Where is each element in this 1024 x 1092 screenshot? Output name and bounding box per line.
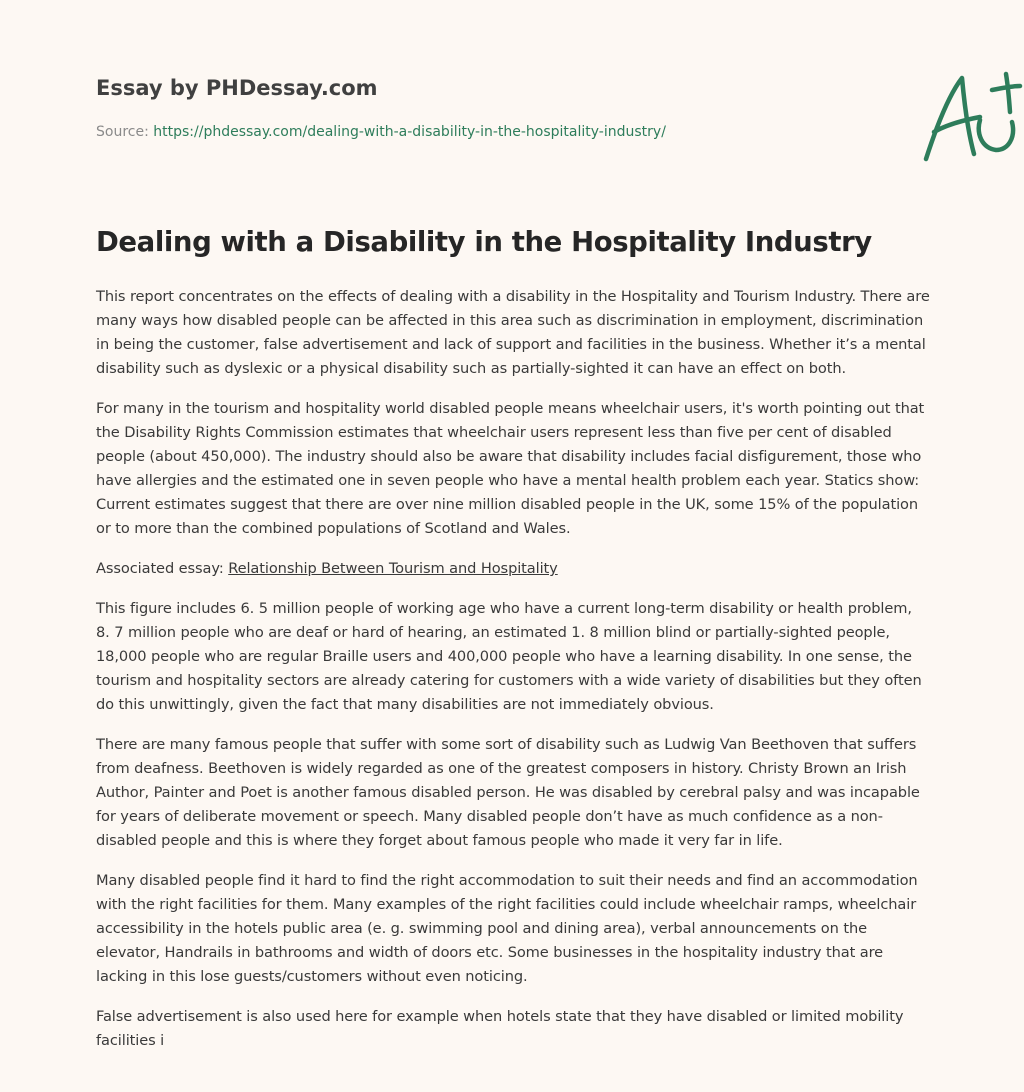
associated-essay — [96, 557, 930, 581]
source-line — [96, 124, 666, 140]
article-title: Dealing with a Disability in the Hospitality Industry — [96, 226, 872, 258]
associated-essay-link[interactable]: Relationship Between Tourism and Hospitality — [228, 560, 558, 577]
source-link[interactable]: https://phdessay.com/dealing-with-a-disability-in-the-hospitality-industry/ — [153, 124, 666, 140]
source-label: Source: — [96, 124, 149, 140]
associated-essay-label: Associated essay: — [96, 560, 224, 577]
paragraph-6: False advertisement is also used here for example when hotels state that they have disabled or limited mobility facilities i — [96, 1008, 904, 1049]
a-plus-logo — [916, 66, 1024, 166]
article-body — [96, 285, 930, 1069]
paragraph-5: Many disabled people find it hard to find the right accommodation to suit their needs and find an accommodation with the right facilities for them. Many examples of the right facilities could include wheelchair ramps, wheelchair accessibility in the hotels public area (e. g. swimming pool and dining area), verbal announcements on the elevator, Handrails in bathrooms and width of doors etc. Some businesses in the hospitality industry that are lacking in this lose guests/customers without even noticing. — [96, 872, 918, 985]
site-brand: Essay by PHDessay.com — [96, 76, 378, 100]
paragraph-2: For many in the tourism and hospitality world disabled people means wheelchair users, it's worth pointing out that the Disability Rights Commission estimates that wheelchair users represent less than five per cent of disabled people (about 450,000). The industry should also be aware that disability includes facial disfigurement, those who have allergies and the estimated one in seven people who have a mental health problem each year. Statics show: Current estimates suggest that there are over nine million disabled people in the UK, some 15% of the population or to more than the combined populations of Scotland and Wales. — [96, 400, 925, 537]
paragraph-3: This figure includes 6. 5 million people of working age who have a current long-term disability or health problem, 8. 7 million people who are deaf or hard of hearing, an estimated 1. 8 million blind or partially-sighted people, 18,000 people who are regular Braille users and 400,000 people who have a learning disability. In one sense, the tourism and hospitality sectors are already catering for customers with a wide variety of disabilities but they often do this unwittingly, given the fact that many disabilities are not immediately obvious. — [96, 600, 922, 713]
paragraph-1: This report concentrates on the effects of dealing with a disability in the Hospitality and Tourism Industry. There are many ways how disabled people can be affected in this area such as discrimination in employment, discrimination in being the customer, false advertisement and lack of support and facilities in the business. Whether it’s a mental disability such as dyslexic or a physical disability such as partially-sighted it can have an effect on both. — [96, 288, 930, 377]
paragraph-4: There are many famous people that suffer with some sort of disability such as Ludwig Van Beethoven that suffers from deafness. Beethoven is widely regarded as one of the greatest composers in history. Christy Brown an Irish Author, Painter and Poet is another famous disabled person. He was disabled by cerebral palsy and was incapable for years of deliberate movement or speech. Many disabled people don’t have as much confidence as a non-disabled people and this is where they forget about famous people who made it very far in life. — [96, 736, 920, 849]
